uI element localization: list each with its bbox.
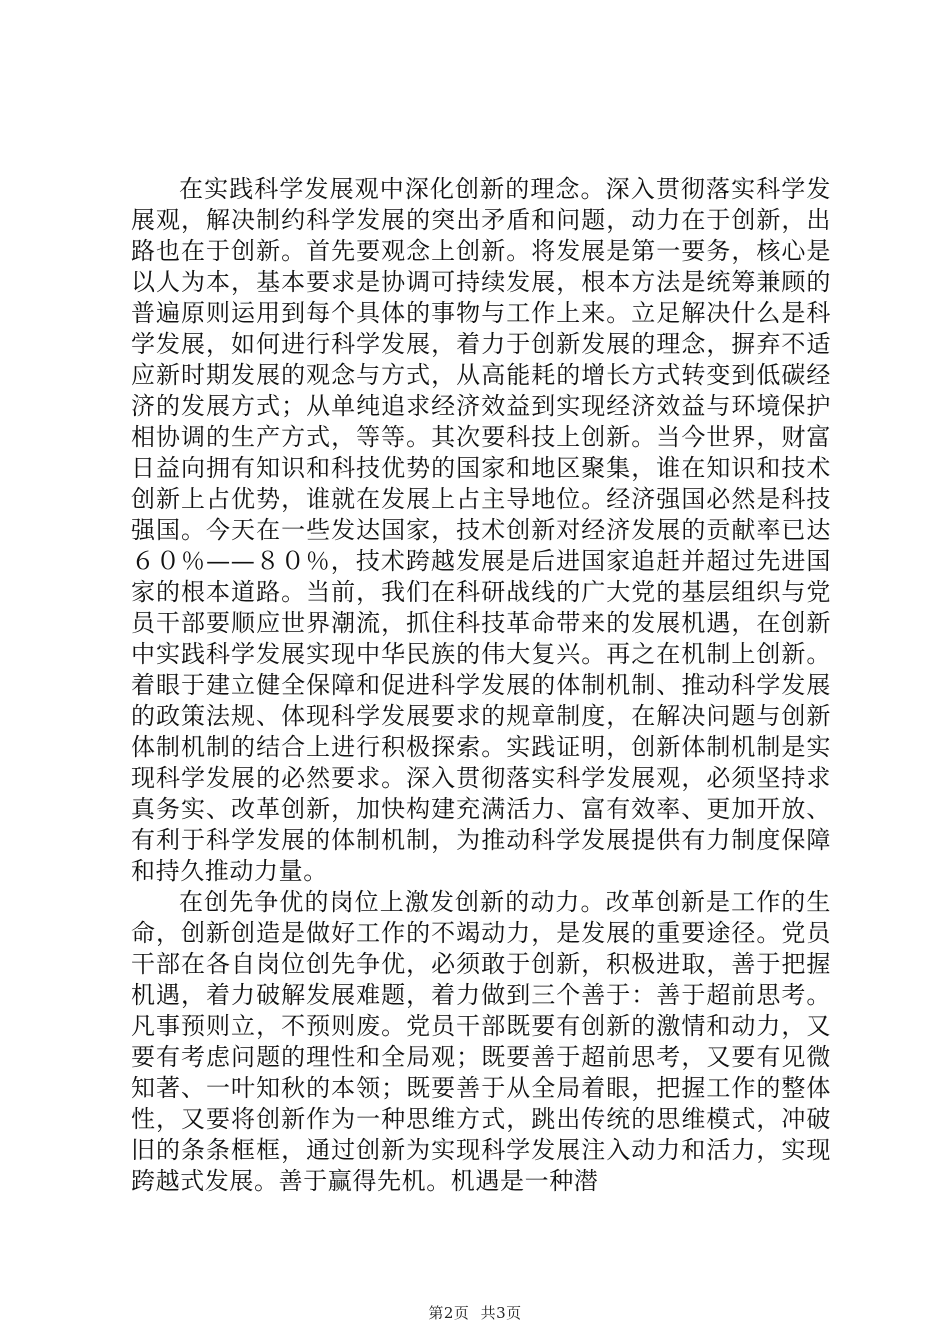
- document-body: [131, 174, 831, 1197]
- page-footer: [0, 1302, 950, 1323]
- paragraph-2: 在创先争优的岗位上激发创新的动力。改革创新是工作的生命，创新创造是做好工作的不竭动力，是发展的重要途径。党员干部在各自岗位创先争优，必须敢于创新，积极进取，善于把握机遇，着力破解发展难题，着力做到三个善于：善于超前思考。凡事预则立，不预则废。党员干部既要有创新的激情和动力，又要有考虑问题的理性和全局观；既要善于超前思考，又要有见微知著、一叶知秋的本领；既要善于从全局着眼，把握工作的整体性，又要将创新作为一种思维方式，跳出传统的思维模式，冲破旧的条条框框，通过创新为实现科学发展注入动力和活力，实现跨越式发展。善于赢得先机。机遇是一种潜: [131, 888, 831, 1195]
- paragraph-1: 在实践科学发展观中深化创新的理念。深入贯彻落实科学发展观，解决制约科学发展的突出矛盾和问题，动力在于创新，出路也在于创新。首先要观念上创新。将发展是第一要务，核心是以人为本，基本要求是协调可持续发展，根本方法是统筹兼顾的普遍原则运用到每个具体的事物与工作上来。立足解决什么是科学发展，如何进行科学发展，着力于创新发展的理念，摒弃不适应新时期发展的观念与方式，从高能耗的增长方式转变到低碳经济的发展方式；从单纯追求经济效益到实现经济效益与环境保护相协调的生产方式，等等。其次要科技上创新。当今世界，财富日益向拥有知识和科技优势的国家和地区聚集，谁在知识和技术创新上占优势，谁就在发展上占主导地位。经济强国必然是科技强国。今天在一些发达国家，技术创新对经济发展的贡献率已达６０％——８０％，技术跨越发展是后进国家追赶并超过先进国家的根本道路。当前，我们在科研战线的广大党的基层组织与党员干部要顺应世界潮流，抓住科技革命带来的发展机遇，在创新中实践科学发展实现中华民族的伟大复兴。再之在机制上创新。着眼于建立健全保障和促进科学发展的体制机制、推动科学发展的政策法规、体现科学发展要求的规章制度，在解决问题与创新体制机制的结合上进行积极探索。实践证明，创新体制机制是实现科学发展的必然要求。深入贯彻落实科学发展观，必须坚持求真务实、改革创新，加快构建充满活力、富有效率、更加开放、有利于科学发展的体制机制，为推动科学发展提供有力制度保障和持久推动力量。: [131, 175, 831, 885]
- page-number: 第2页: [428, 1304, 470, 1322]
- total-pages: 共3页: [480, 1304, 522, 1322]
